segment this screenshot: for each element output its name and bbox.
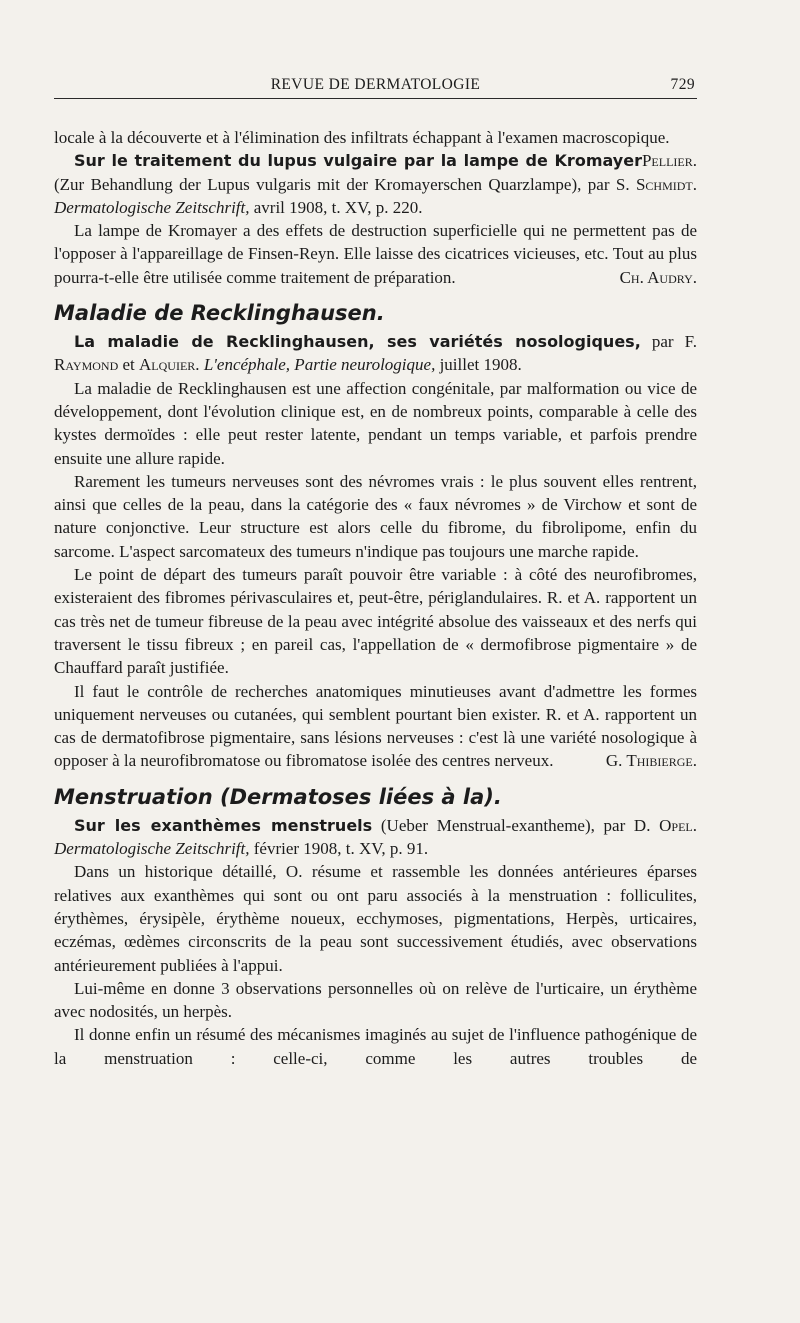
section1-par: par bbox=[651, 332, 674, 352]
section-heading-recklinghausen: Maladie de Recklinghausen. bbox=[54, 301, 385, 326]
page-number: 729 bbox=[670, 76, 695, 93]
intro-text: locale à la découverte et à l'élimination des infiltrats échappant à l'examen macroscopique. bbox=[54, 128, 670, 147]
running-title: REVUE DE DERMATOLOGIE bbox=[270, 76, 481, 93]
section1-article-title: La maladie de Recklinghausen, ses variétés nosologiques, bbox=[74, 332, 641, 352]
article1-journal: Dermatologische Zeitschrift, bbox=[54, 197, 250, 217]
section1-citation bbox=[54, 330, 697, 377]
article1-subtitle: (Zur Behandlung der Lupus vulgaris mit der Kromayerschen Quarzlampe), par bbox=[54, 174, 610, 194]
article1-citation bbox=[54, 149, 697, 219]
section1-paragraph-text: Il faut le contrôle de recherches anatomiques minutieuses avant d'admettre les formes uniquement nerveuses ou cutanées, qui semblent pourtant bien exister. R. et A. rapportent un cas de dermatofibrose pigmentaire, sans lésions nerveuses : c'est là une variété nosologique à opposer à la neurofibromatose ou fibromatose isolée des centres nerveux. bbox=[54, 681, 697, 771]
section1-author1: Raymond bbox=[54, 355, 119, 375]
section1-journal: L'encéphale, Partie neurologique, bbox=[203, 355, 436, 375]
section1-paragraph-last bbox=[54, 680, 697, 773]
section1-paragraph: La maladie de Recklinghausen est une affection congénitale, par malformation ou vice de développement, dont l'évolution clinique est, en de nombreux points, comparable à celle des kystes dermoïdes : elle peut rester latente, pendant un temps variable, et parfois prendre ensuite une allure rapide. bbox=[54, 378, 697, 468]
section2-paragraph: Dans un historique détaillé, O. résume et rassemble les données antérieures éparses relatives aux exanthèmes qui sont ou ont paru associés à la menstruation : folliculites, érythèmes, érysipèle, érythème noueux, ecchymoses, pigmentations, Herpès, urticaires, eczémas, œdèmes circonscrits de la peau sont successivement étudiés, avec observations antérieurement publiées à l'appui. bbox=[54, 862, 697, 975]
article1-title: Sur le traitement du lupus vulgaire par la lampe de Kromayer bbox=[74, 151, 642, 171]
section1-date: juillet 1908. bbox=[439, 355, 522, 375]
section2-article-title: Sur les exanthèmes menstruels bbox=[74, 815, 373, 835]
section2-paragraph: Il donne enfin un résumé des mécanismes imaginés au sujet de l'influence pathogénique de la menstruation : celle-ci, comme les autres troubles de bbox=[54, 1025, 697, 1068]
section2-subtitle: (Ueber Menstrual-exantheme), par D. bbox=[380, 815, 651, 835]
section1-initial: F. bbox=[684, 332, 698, 352]
section1-author2: Alquier. bbox=[139, 355, 200, 375]
article1-body-text: La lampe de Kromayer a des effets de destruction superficielle qui ne permettent pas de l'opposer à l'appareillage de Finsen-Reyn. Elle laisse des cicatrices vicieuses, etc. Tout au plus pourra-t-elle être utilisée comme traitement de préparation. bbox=[54, 221, 697, 287]
page-body bbox=[54, 126, 697, 1070]
article1-signature: Ch. Audry. bbox=[619, 267, 697, 287]
section-heading-menstruation: Menstruation (Dermatoses liées à la). bbox=[54, 784, 502, 809]
section2-paragraph: Lui-même en donne 3 observations personnelles où on relève de l'urticaire, un érythème avec nodosités, un herpès. bbox=[54, 978, 697, 1022]
article1-author: S. Schmidt. bbox=[615, 174, 698, 194]
section2-citation bbox=[54, 814, 697, 861]
section1-et: et bbox=[122, 355, 135, 375]
intro-signature: Pellier. bbox=[641, 151, 697, 171]
section1-paragraph: Le point de départ des tumeurs paraît pouvoir être variable : à côté des neurofibromes, existeraient des fibromes périvasculaires et, peut-être, périglandulaires. R. et A. rapportent un cas très net de tumeur fibreuse de la peau avec intégrité absolue des vaisseaux et des nerfs qui traversent le tissu fibreux ; en pareil cas, l'appellation de « dermofibrose pigmentaire » de Chauffard paraît justifiée. bbox=[54, 565, 697, 678]
section1-paragraph: Rarement les tumeurs nerveuses sont des névromes vrais : le plus souvent elles rentrent, ainsi que celles de la peau, dans la catégorie des « faux névromes » de Virchow et sont de nature conjonctive. Leur structure est alors celle du fibrome, du fibrolipome, enfin du sarcome. L'aspect sarcomateux des tumeurs n'indique pas toujours une marche rapide. bbox=[54, 471, 697, 561]
section2-author: Opel. bbox=[659, 815, 698, 835]
section1-signature: G. Thibierge. bbox=[605, 751, 697, 771]
article1-date: avril 1908, t. XV, p. 220. bbox=[253, 197, 423, 217]
section2-date: février 1908, t. XV, p. 91. bbox=[253, 839, 429, 859]
running-header bbox=[54, 76, 697, 99]
section2-journal: Dermatologische Zeitschrift, bbox=[54, 839, 250, 859]
article1-body bbox=[54, 219, 697, 289]
